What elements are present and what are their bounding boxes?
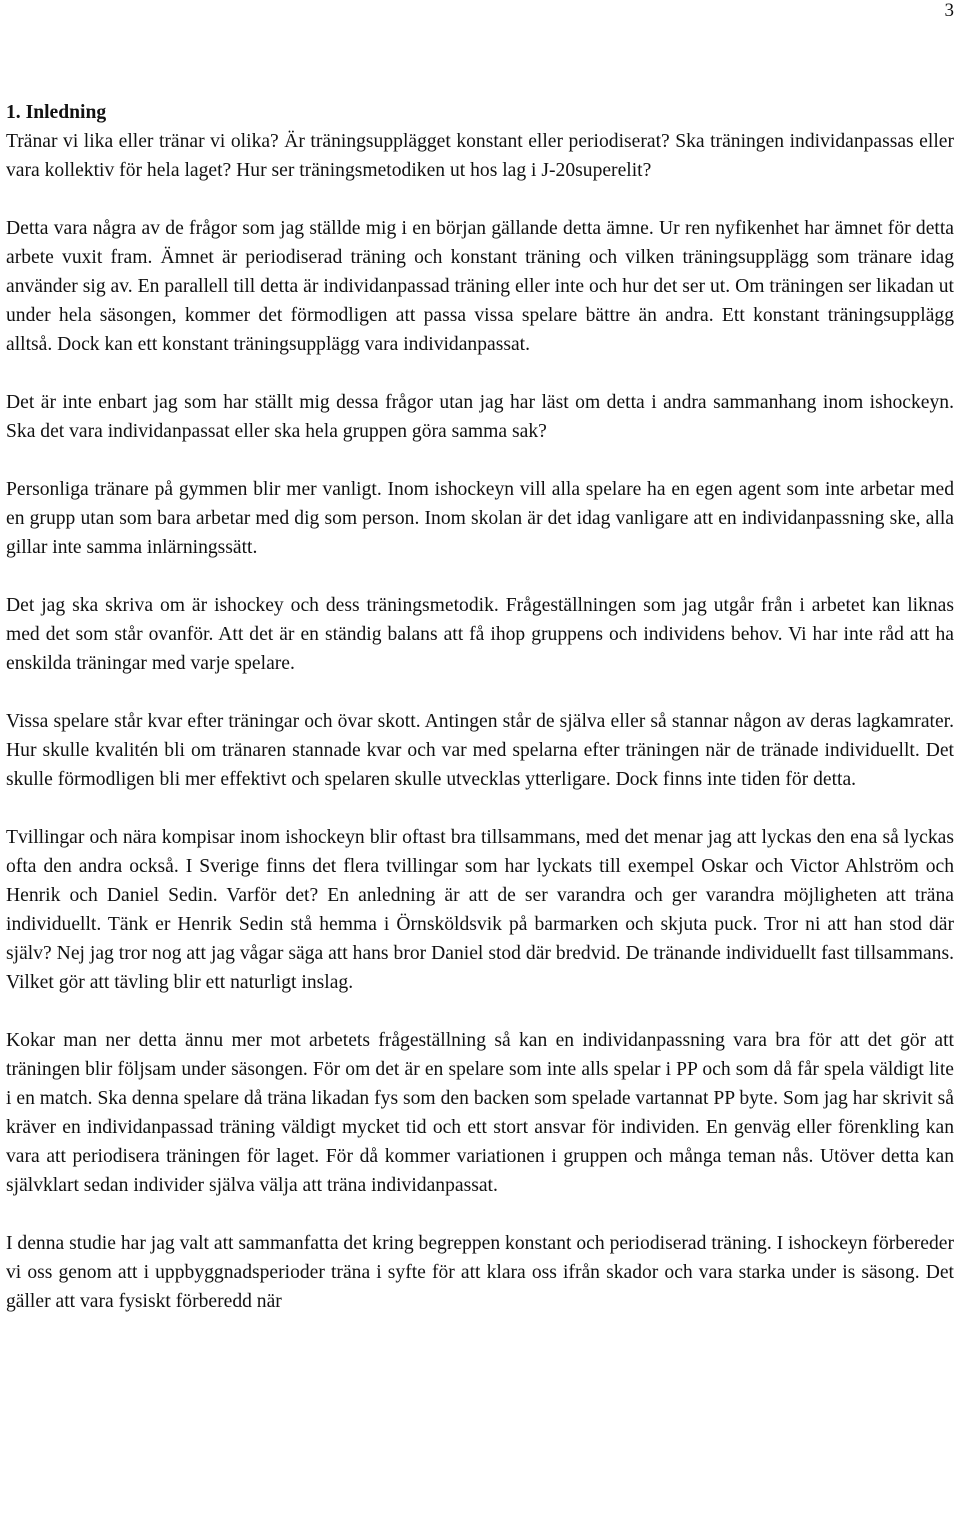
paragraph-8: Kokar man ner detta ännu mer mot arbetets frågeställning så kan en individanpassning vara bra för att det gör att träningen blir följsam under säsongen. För om det är en spelare som inte alls spelar i PP och som då får spela väldigt lite i en match. Ska denna spelare då träna likadan fys som den backen som spelade vartannat PP byte. Som jag har skrivit så kräver en individanpassad träning väldigt mycket tid och ett stort ansvar för individen. En genväg eller förenkling kan vara att periodisera träningen för laget. För då kommer variationen i gruppen och många teman nås. Utöver detta kan självklart sedan individer själva välja att träna individanpassat.: [6, 1030, 954, 1196]
paragraph-1: Tränar vi lika eller tränar vi olika? Är träningsupplägget konstant eller periodiserat? Ska träningen individanpassas eller vara kollektiv för hela laget? Hur ser träningsmetodiken ut hos lag i J-20superelit?: [6, 131, 954, 181]
paragraph-4: Personliga tränare på gymmen blir mer vanligt. Inom ishockeyn vill alla spelare ha en egen agent som inte arbetar med en grupp utan som bara arbetar med dig som person. Inom skolan är det idag vanligare att en individanpassning ske, alla gillar inte samma inlärningssätt.: [6, 479, 954, 558]
document-body: [6, 98, 954, 1345]
paragraph-5: Det jag ska skriva om är ishockey och dess träningsmetodik. Frågeställningen som jag utgår från i arbetet kan liknas med det som står ovanför. Att det är en ständig balans att få ihop gruppens och individens behov. Vi har inte råd att ha enskilda träningar med varje spelare.: [6, 595, 954, 674]
section-heading: 1. Inledning: [6, 102, 107, 123]
paragraph-2: Detta vara några av de frågor som jag ställde mig i en början gällande detta ämne. Ur ren nyfikenhet har ämnet för detta arbete vuxit fram. Ämnet är periodiserad träning och konstant träning och vilken träningsupplägg som tränare idag använder sig av. En parallell till detta är individanpassad träning eller inte och hur det ser ut. Om träningen ser likadan ut under hela säsongen, kommer det förmodligen att passa vissa spelare bättre än andra. Ett konstant träningsupplägg alltså. Dock kan ett konstant träningsupplägg vara individanpassat.: [6, 218, 954, 355]
page-number: 3: [944, 0, 954, 21]
paragraph-9: I denna studie har jag valt att sammanfatta det kring begreppen konstant och periodiserad träning. I ishockeyn förbereder vi oss genom att i uppbyggnadsperioder träna i syfte för att klara oss ifrån skador och vara starka under is säsong. Det gäller att vara fysiskt förberedd när: [6, 1233, 954, 1312]
paragraph-7: Tvillingar och nära kompisar inom ishockeyn blir oftast bra tillsammans, med det menar jag att lyckas den ena så lyckas ofta den andra också. I Sverige finns det flera tvillingar som har lyckats till exempel Oskar och Victor Ahlström och Henrik och Daniel Sedin. Varför det? En anledning är att de ser varandra och ger varandra möjligheten att träna individuellt. Tänk er Henrik Sedin stå hemma i Örnsköldsvik på barmarken och skjuta puck. Tror ni att han stod där själv? Nej jag tror nog att jag vågar säga att hans bror Daniel stod där bredvid. De tränande individuellt fast tillsammans. Vilket gör att tävling blir ett naturligt inslag.: [6, 827, 954, 993]
paragraph-6: Vissa spelare står kvar efter träningar och övar skott. Antingen står de själva eller så stannar någon av deras lagkamrater. Hur skulle kvalitén bli om tränaren stannade kvar och var med spelarna efter träningen när de tränade individuellt. Det skulle förmodligen bli mer effektivt och spelaren skulle utvecklas ytterligare. Dock finns inte tiden för detta.: [6, 711, 954, 790]
paragraph-3: Det är inte enbart jag som har ställt mig dessa frågor utan jag har läst om detta i andra sammanhang inom ishockeyn. Ska det vara individanpassat eller ska hela gruppen göra samma sak?: [6, 392, 954, 442]
